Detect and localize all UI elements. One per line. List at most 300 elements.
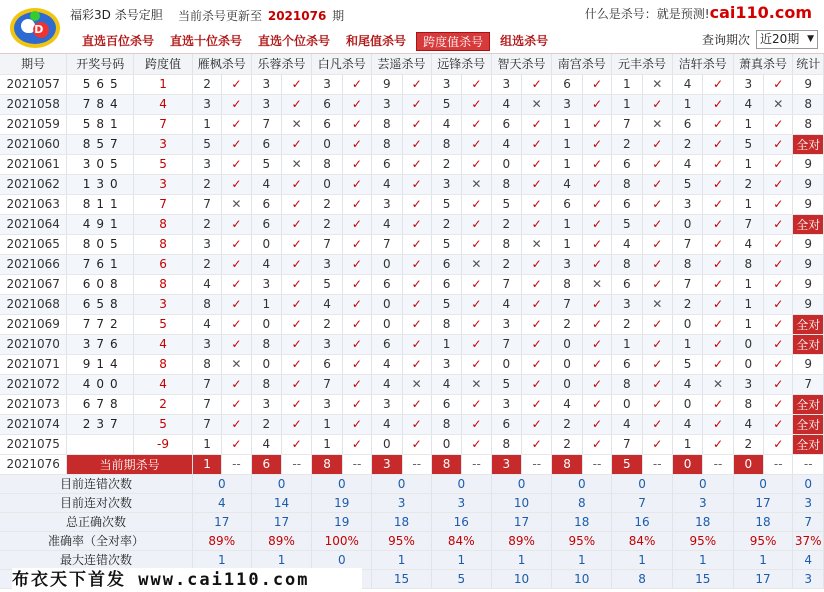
- kill-number-cell: 2: [312, 194, 342, 214]
- check-icon: ✓: [522, 194, 552, 214]
- span-value-cell: 3: [134, 294, 193, 314]
- issue-cell: 2021076: [0, 454, 67, 474]
- stats-value: 100%: [312, 531, 372, 550]
- check-icon: ✓: [764, 294, 793, 314]
- issue-cell: 2021059: [0, 114, 67, 134]
- check-icon: ✓: [222, 254, 251, 274]
- kill-number-cell: 3: [733, 74, 763, 94]
- table-row: [0, 154, 824, 174]
- stats-value: 17: [733, 493, 793, 512]
- check-icon: ✓: [522, 154, 552, 174]
- stats-label: 目前连对次数: [0, 493, 192, 512]
- check-icon: ✓: [342, 114, 371, 134]
- dash-cell: --: [522, 454, 552, 474]
- table-header-row: [0, 54, 824, 74]
- tab-3[interactable]: 直选个位杀号: [258, 34, 331, 48]
- span-value-cell: 4: [134, 374, 193, 394]
- stats-total: 3: [793, 493, 824, 512]
- check-icon: ✓: [462, 314, 491, 334]
- kill-number-cell: 0: [552, 354, 582, 374]
- kill-number-cell: 0: [372, 434, 402, 454]
- check-icon: ✓: [522, 214, 552, 234]
- kill-number-cell: 4: [431, 114, 461, 134]
- kill-number-cell: 4: [552, 174, 582, 194]
- kill-number-cell: 2: [192, 214, 221, 234]
- issue-cell: 2021070: [0, 334, 67, 354]
- kill-number-cell: 8: [431, 314, 461, 334]
- check-icon: ✓: [222, 414, 251, 434]
- check-icon: ✓: [642, 414, 672, 434]
- cross-icon: ✕: [282, 114, 312, 134]
- kill-number-cell: 2: [552, 414, 582, 434]
- stats-value: 1: [733, 550, 793, 569]
- draw-number-cell: 237: [67, 414, 134, 434]
- kill-number-cell: 8: [672, 254, 702, 274]
- cross-icon: ✕: [642, 294, 672, 314]
- kill-number-cell: 6: [372, 334, 402, 354]
- kill-number-cell: 8: [733, 254, 763, 274]
- check-icon: ✓: [582, 414, 611, 434]
- check-icon: ✓: [642, 234, 672, 254]
- kill-number-cell: 5: [491, 374, 521, 394]
- check-icon: ✓: [582, 374, 611, 394]
- column-header: 芸遥杀号: [372, 54, 432, 74]
- draw-number-cell: 761: [67, 254, 134, 274]
- kill-number-cell: 8: [612, 174, 642, 194]
- dash-cell: --: [793, 454, 824, 474]
- check-icon: ✓: [222, 294, 251, 314]
- check-icon: ✓: [642, 94, 672, 114]
- stats-value: 0: [312, 474, 372, 493]
- kill-number-cell: 1: [192, 434, 221, 454]
- stat-cell: 8: [793, 114, 824, 134]
- stats-value: 17: [251, 512, 312, 531]
- kill-number-cell: 6: [431, 254, 461, 274]
- issue-cell: 2021073: [0, 394, 67, 414]
- kill-number-cell: 4: [491, 294, 521, 314]
- stats-value: 4: [192, 493, 251, 512]
- stats-total: 3: [793, 569, 824, 588]
- check-icon: ✓: [342, 274, 371, 294]
- kill-number-cell: 3: [491, 314, 521, 334]
- check-icon: ✓: [764, 354, 793, 374]
- check-icon: ✓: [282, 234, 312, 254]
- stats-value: 95%: [372, 531, 432, 550]
- kill-number-cell: 3: [251, 94, 281, 114]
- stat-cell: 9: [793, 154, 824, 174]
- check-icon: ✓: [522, 274, 552, 294]
- kill-number-cell: 2: [192, 74, 221, 94]
- check-icon: ✓: [582, 214, 611, 234]
- table-row: [0, 114, 824, 134]
- kill-number-cell: 0: [491, 154, 521, 174]
- check-icon: ✓: [703, 234, 733, 254]
- kill-number-cell: 4: [192, 314, 221, 334]
- stats-value: 3: [672, 493, 733, 512]
- span-value-cell: 8: [134, 274, 193, 294]
- kill-number-cell: 4: [251, 174, 281, 194]
- kill-number-cell: 1: [672, 94, 702, 114]
- kill-number-cell: 3: [672, 194, 702, 214]
- check-icon: ✓: [462, 334, 491, 354]
- stats-value: 16: [431, 512, 491, 531]
- check-icon: ✓: [222, 314, 251, 334]
- check-icon: ✓: [764, 434, 793, 454]
- check-icon: ✓: [222, 374, 251, 394]
- stats-label: 最大连错次数: [0, 550, 192, 569]
- column-header: 跨度值: [134, 54, 193, 74]
- check-icon: ✓: [342, 94, 371, 114]
- stat-cell: 9: [793, 234, 824, 254]
- stats-value: 14: [251, 493, 312, 512]
- check-icon: ✓: [764, 254, 793, 274]
- kill-number-cell: 8: [552, 274, 582, 294]
- update-info: [178, 7, 344, 24]
- check-icon: ✓: [703, 174, 733, 194]
- check-icon: ✓: [703, 314, 733, 334]
- kill-number-cell: 2: [733, 174, 763, 194]
- column-header: 远锋杀号: [431, 54, 491, 74]
- check-icon: ✓: [522, 114, 552, 134]
- check-icon: ✓: [522, 174, 552, 194]
- kill-number-cell: 1: [431, 334, 461, 354]
- check-icon: ✓: [703, 354, 733, 374]
- kill-number-cell: 3: [431, 174, 461, 194]
- issue-cell: 2021068: [0, 294, 67, 314]
- current-issue-row: [0, 454, 824, 474]
- check-icon: ✓: [342, 214, 371, 234]
- check-icon: ✓: [342, 374, 371, 394]
- kill-number-cell: 1: [312, 434, 342, 454]
- stats-value: 8: [612, 569, 673, 588]
- check-icon: ✓: [764, 334, 793, 354]
- kill-number-cell: 0: [372, 254, 402, 274]
- kill-number-cell: 6: [372, 274, 402, 294]
- kill-number-cell: 7: [312, 374, 342, 394]
- stats-value: 89%: [491, 531, 552, 550]
- stat-cell: 全对: [793, 394, 824, 414]
- kill-number-cell: 4: [372, 414, 402, 434]
- stat-cell: 全对: [793, 334, 824, 354]
- check-icon: ✓: [522, 314, 552, 334]
- check-icon: ✓: [703, 214, 733, 234]
- dash-cell: --: [582, 454, 611, 474]
- check-icon: ✓: [522, 354, 552, 374]
- tab-1[interactable]: 直选百位杀号: [82, 34, 155, 48]
- check-icon: ✓: [462, 94, 491, 114]
- table-row: [0, 194, 824, 214]
- check-icon: ✓: [282, 314, 312, 334]
- kill-number-cell: 6: [312, 114, 342, 134]
- kill-number-cell: 7: [612, 114, 642, 134]
- check-icon: ✓: [764, 274, 793, 294]
- check-icon: ✓: [522, 74, 552, 94]
- kill-number-cell: 6: [312, 354, 342, 374]
- stats-value: 17: [733, 569, 793, 588]
- kill-number-cell: 2: [491, 254, 521, 274]
- kill-number-cell: 4: [672, 74, 702, 94]
- kill-number-cell: 4: [491, 94, 521, 114]
- tab-5[interactable]: 跨度值杀号: [416, 32, 490, 51]
- kill-number-cell: 0: [312, 174, 342, 194]
- kill-number-cell: 0: [372, 314, 402, 334]
- stats-value: 0: [251, 474, 312, 493]
- kill-number-cell: 7: [192, 194, 221, 214]
- kill-number-cell: 4: [372, 354, 402, 374]
- check-icon: ✓: [342, 234, 371, 254]
- kill-number-cell: 6: [552, 74, 582, 94]
- kill-number-cell: 8: [612, 374, 642, 394]
- cross-icon: ✕: [522, 234, 552, 254]
- kill-number-cell: 7: [312, 234, 342, 254]
- kill-number-cell: 2: [192, 254, 221, 274]
- kill-number-cell: 9: [372, 74, 402, 94]
- stats-value: 0: [672, 474, 733, 493]
- current-kill-number: 0: [733, 454, 763, 474]
- kill-number-cell: 4: [612, 234, 642, 254]
- kill-number-cell: 5: [672, 174, 702, 194]
- dash-cell: --: [402, 454, 431, 474]
- check-icon: ✓: [402, 94, 431, 114]
- table-row: [0, 354, 824, 374]
- table-row: [0, 374, 824, 394]
- kill-number-cell: 6: [251, 134, 281, 154]
- kill-number-cell: 7: [491, 334, 521, 354]
- promo-site-link[interactable]: cai110.com: [709, 3, 812, 22]
- tab-4[interactable]: 和尾值杀号: [346, 34, 407, 48]
- issue-cell: 2021060: [0, 134, 67, 154]
- cross-icon: ✕: [582, 274, 611, 294]
- kill-number-cell: 5: [431, 294, 461, 314]
- check-icon: ✓: [582, 394, 611, 414]
- check-icon: ✓: [282, 414, 312, 434]
- stats-value: 8: [552, 493, 612, 512]
- kill-number-cell: 3: [192, 334, 221, 354]
- issue-cell: 2021064: [0, 214, 67, 234]
- brand-title: 福彩3D 杀号定胆: [70, 8, 163, 22]
- check-icon: ✓: [582, 294, 611, 314]
- kill-number-cell: 5: [431, 234, 461, 254]
- table-row: [0, 334, 824, 354]
- stats-value: 17: [192, 512, 251, 531]
- check-icon: ✓: [764, 134, 793, 154]
- stats-total: 0: [793, 474, 824, 493]
- check-icon: ✓: [764, 414, 793, 434]
- stat-cell: 全对: [793, 434, 824, 454]
- draw-number-cell: 805: [67, 234, 134, 254]
- column-header: 雁枫杀号: [192, 54, 251, 74]
- draw-number-cell: 784: [67, 94, 134, 114]
- kill-number-cell: 4: [552, 394, 582, 414]
- kill-number-cell: 0: [251, 354, 281, 374]
- draw-number-cell: 130: [67, 174, 134, 194]
- check-icon: ✓: [642, 354, 672, 374]
- stats-value: 1: [251, 550, 312, 569]
- stats-value: 18: [552, 512, 612, 531]
- kill-number-cell: 2: [312, 214, 342, 234]
- stats-value: 3: [372, 493, 432, 512]
- kill-number-cell: 1: [251, 294, 281, 314]
- stats-value: 1: [192, 550, 251, 569]
- stats-value: 0: [491, 474, 552, 493]
- check-icon: ✓: [582, 134, 611, 154]
- check-icon: ✓: [282, 294, 312, 314]
- check-icon: ✓: [642, 134, 672, 154]
- cross-icon: ✕: [642, 114, 672, 134]
- kill-number-cell: 8: [251, 374, 281, 394]
- stats-row: [0, 474, 824, 493]
- issue-cell: 2021071: [0, 354, 67, 374]
- check-icon: ✓: [282, 334, 312, 354]
- issue-cell: 2021075: [0, 434, 67, 454]
- span-value-cell: 7: [134, 114, 193, 134]
- kill-number-cell: 0: [733, 334, 763, 354]
- kill-number-cell: 0: [491, 354, 521, 374]
- check-icon: ✓: [282, 434, 312, 454]
- kill-number-cell: 8: [491, 174, 521, 194]
- dash-cell: --: [342, 454, 371, 474]
- stat-cell: 9: [793, 354, 824, 374]
- kill-number-cell: 4: [251, 254, 281, 274]
- column-header: 期号: [0, 54, 67, 74]
- table-row: [0, 414, 824, 434]
- kill-number-cell: 6: [312, 94, 342, 114]
- stats-value: 18: [672, 512, 733, 531]
- column-header: 白凡杀号: [312, 54, 372, 74]
- stats-label: 总正确次数: [0, 512, 192, 531]
- check-icon: ✓: [582, 114, 611, 134]
- table-row: [0, 394, 824, 414]
- stats-value: 95%: [552, 531, 612, 550]
- kill-number-cell: 1: [733, 314, 763, 334]
- kill-number-cell: 3: [251, 74, 281, 94]
- stats-label: 准确率（全对率）: [0, 531, 192, 550]
- kill-number-cell: 0: [672, 314, 702, 334]
- kill-number-cell: 7: [552, 294, 582, 314]
- check-icon: ✓: [582, 434, 611, 454]
- stats-value: 1: [372, 550, 432, 569]
- stats-value: 10: [552, 569, 612, 588]
- cross-icon: ✕: [222, 194, 251, 214]
- kill-number-cell: 2: [672, 134, 702, 154]
- kill-number-cell: 1: [733, 114, 763, 134]
- dash-cell: --: [222, 454, 251, 474]
- check-icon: ✓: [342, 334, 371, 354]
- kill-number-cell: 0: [312, 134, 342, 154]
- stats-value: 16: [612, 512, 673, 531]
- check-icon: ✓: [402, 434, 431, 454]
- stats-total: 7: [793, 512, 824, 531]
- stats-value: 0: [192, 474, 251, 493]
- check-icon: ✓: [402, 314, 431, 334]
- check-icon: ✓: [342, 154, 371, 174]
- chevron-down-icon: ▼: [807, 34, 814, 44]
- check-icon: ✓: [342, 394, 371, 414]
- kill-number-cell: 8: [192, 354, 221, 374]
- kill-number-cell: 1: [733, 154, 763, 174]
- stats-value: 0: [552, 474, 612, 493]
- kill-number-cell: 4: [312, 294, 342, 314]
- check-icon: ✓: [222, 114, 251, 134]
- check-icon: ✓: [642, 254, 672, 274]
- check-icon: ✓: [522, 334, 552, 354]
- promo[interactable]: [585, 3, 812, 22]
- check-icon: ✓: [703, 274, 733, 294]
- svg-text:3D: 3D: [26, 23, 44, 36]
- kill-number-cell: 2: [431, 214, 461, 234]
- kill-number-cell: 0: [672, 394, 702, 414]
- check-icon: ✓: [462, 134, 491, 154]
- kill-number-cell: 2: [312, 314, 342, 334]
- period-select-value: 近20期: [760, 32, 800, 46]
- cross-icon: ✕: [522, 94, 552, 114]
- stats-value: 0: [431, 474, 491, 493]
- check-icon: ✓: [462, 434, 491, 454]
- check-icon: ✓: [582, 314, 611, 334]
- kill-number-cell: 0: [431, 434, 461, 454]
- column-header: 统计: [793, 54, 824, 74]
- stats-total: 37%: [793, 531, 824, 550]
- period-select[interactable]: [756, 30, 818, 49]
- check-icon: ✓: [402, 194, 431, 214]
- span-value-cell: 8: [134, 214, 193, 234]
- kill-number-cell: 1: [552, 234, 582, 254]
- kill-number-cell: 3: [192, 94, 221, 114]
- stats-value: 0: [733, 474, 793, 493]
- check-icon: ✓: [402, 394, 431, 414]
- check-icon: ✓: [764, 394, 793, 414]
- check-icon: ✓: [764, 314, 793, 334]
- check-icon: ✓: [703, 414, 733, 434]
- kill-number-cell: 8: [491, 434, 521, 454]
- table-row: [0, 174, 824, 194]
- check-icon: ✓: [642, 174, 672, 194]
- watermark: 布衣天下首发 www.cai110.com: [12, 568, 362, 592]
- kill-number-cell: 1: [612, 334, 642, 354]
- kill-number-cell: 8: [312, 154, 342, 174]
- column-header: 洁轩杀号: [672, 54, 733, 74]
- tab-2[interactable]: 直选十位杀号: [170, 34, 243, 48]
- check-icon: ✓: [703, 254, 733, 274]
- check-icon: ✓: [402, 334, 431, 354]
- issue-cell: 2021058: [0, 94, 67, 114]
- check-icon: ✓: [222, 274, 251, 294]
- check-icon: ✓: [522, 374, 552, 394]
- stats-value: 1: [552, 550, 612, 569]
- tab-6[interactable]: 组选杀号: [500, 34, 549, 48]
- kill-number-cell: 4: [192, 274, 221, 294]
- check-icon: ✓: [222, 74, 251, 94]
- check-icon: ✓: [582, 354, 611, 374]
- check-icon: ✓: [222, 334, 251, 354]
- kill-number-cell: 2: [431, 154, 461, 174]
- kill-number-cell: 1: [552, 154, 582, 174]
- stat-cell: 全对: [793, 134, 824, 154]
- stats-value: 19: [312, 512, 372, 531]
- kill-number-cell: 2: [612, 134, 642, 154]
- check-icon: ✓: [282, 254, 312, 274]
- stats-value: 84%: [431, 531, 491, 550]
- kill-number-cell: 7: [192, 394, 221, 414]
- table-row: [0, 314, 824, 334]
- table-row: [0, 254, 824, 274]
- issue-cell: 2021067: [0, 274, 67, 294]
- kill-number-cell: 7: [491, 274, 521, 294]
- draw-number-cell: 678: [67, 394, 134, 414]
- span-value-cell: 8: [134, 234, 193, 254]
- current-kill-number: 0: [672, 454, 702, 474]
- check-icon: ✓: [764, 154, 793, 174]
